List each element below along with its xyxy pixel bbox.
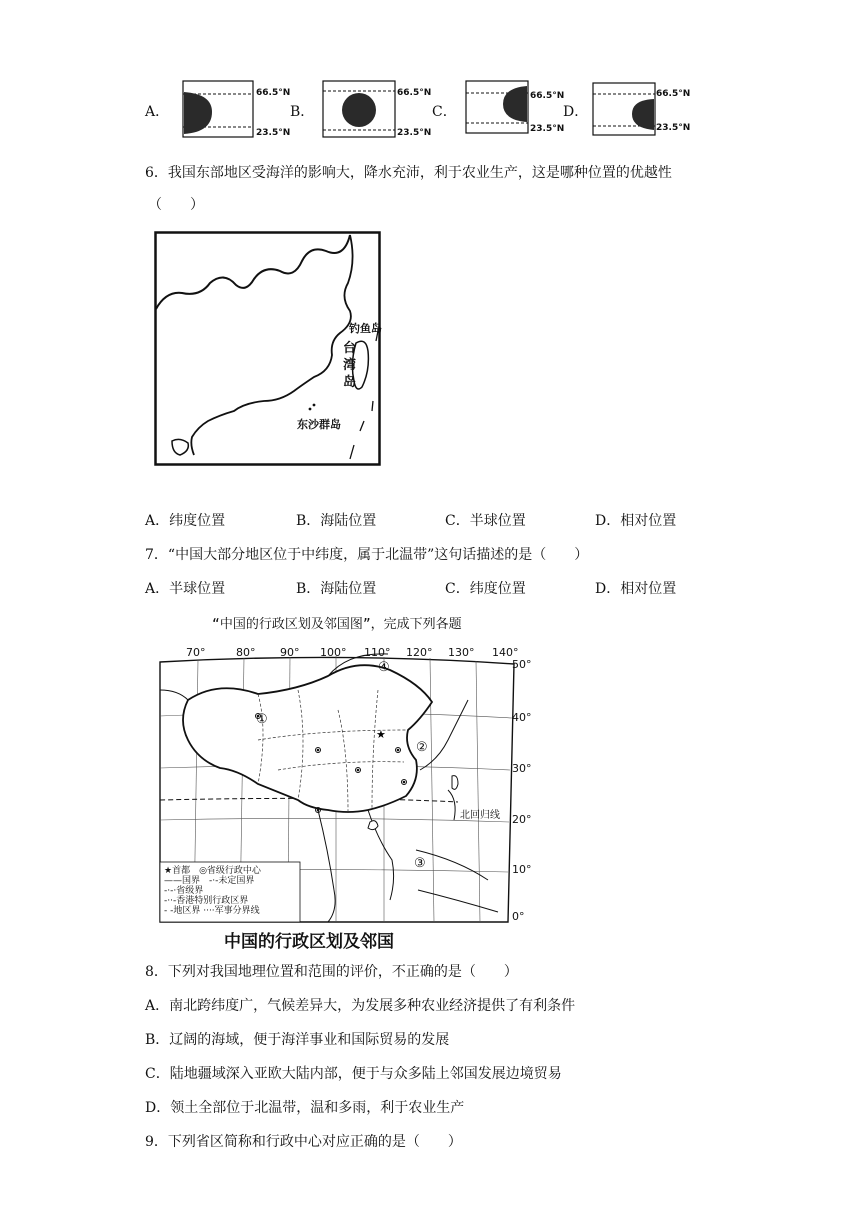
lat-label-50: 50°: [512, 658, 532, 671]
lat-low-label-d: 23.5°N: [656, 123, 691, 133]
diagram-option-c: [465, 80, 565, 146]
question-7-stem: 7．“中国大部分地区位于中纬度，属于北温带”这句话描述的是（ ）: [145, 547, 589, 563]
option-b-label: B．: [290, 104, 315, 120]
legend-line-1: ★首都 ◎省级行政中心: [164, 866, 261, 876]
lon-label-70: 70°: [186, 646, 206, 659]
q8-option-b: B．辽阔的海域，便于海洋事业和国际贸易的发展: [145, 1032, 450, 1048]
lon-label-100: 100°: [320, 646, 347, 659]
q6-option-d: D．相对位置: [595, 513, 677, 529]
q8-option-d: D．领土全部位于北温带，温和多雨，利于农业生产: [145, 1100, 465, 1116]
legend-line-3: -·-·省级界: [164, 886, 204, 896]
lat-label-20: 20°: [512, 813, 532, 826]
lon-label-80: 80°: [236, 646, 256, 659]
map-marker-3: ③: [414, 856, 426, 871]
lat-high-label-d: 66.5°N: [656, 89, 691, 99]
legend-line-4: -··-香港特别行政区界: [164, 896, 249, 906]
q7-option-c: C．纬度位置: [445, 581, 526, 597]
lat-label-10: 10°: [512, 863, 532, 876]
q6-option-c: C．半球位置: [445, 513, 526, 529]
admin-map-title: 中国的行政区划及邻国: [224, 932, 394, 952]
lat-low-label-b: 23.5°N: [397, 128, 432, 138]
option-d-label: D．: [563, 104, 589, 120]
lat-low-label-c: 23.5°N: [530, 124, 565, 134]
map-intro: “中国的行政区划及邻国图”，完成下列各题: [212, 617, 462, 632]
lat-label-30: 30°: [512, 762, 532, 775]
legend-line-5: - -地区界 ····军事分界线: [164, 906, 260, 916]
map-label-taiwan: 台湾岛: [343, 341, 357, 390]
q7-option-d: D．相对位置: [595, 581, 677, 597]
map-marker-2: ②: [416, 740, 428, 755]
question-6-stem: 6．我国东部地区受海洋的影响大，降水充沛，利于农业生产，这是哪种位置的优越性: [145, 165, 672, 181]
legend-line-2: ——国界 -·-未定国界: [164, 876, 255, 886]
lat-high-label-c: 66.5°N: [530, 91, 565, 101]
map-label-dongsha: 东沙群岛: [297, 418, 341, 431]
lat-low-label-a: 23.5°N: [256, 128, 291, 138]
tropic-of-cancer-label: 北回归线: [460, 810, 500, 821]
lat-label-40: 40°: [512, 711, 532, 724]
map-label-diaoyu: 钓鱼岛: [349, 322, 382, 335]
option-c-label: C．: [432, 104, 457, 120]
map-marker-4: ④: [378, 660, 390, 675]
q6-option-a: A．纬度位置: [145, 513, 226, 529]
lon-label-110: 110°: [364, 646, 391, 659]
lon-label-120: 120°: [406, 646, 433, 659]
map-marker-1: ①: [256, 712, 268, 727]
q7-option-b: B．海陆位置: [296, 581, 377, 597]
lon-label-140: 140°: [492, 646, 519, 659]
map-legend: [164, 866, 261, 916]
lat-high-label-b: 66.5°N: [397, 88, 432, 98]
lat-label-0: 0°: [512, 910, 525, 923]
question-6-paren: （ ）: [148, 197, 204, 213]
option-a-label: A．: [145, 104, 170, 120]
q8-option-c: C．陆地疆域深入亚欧大陆内部，便于与众多陆上邻国发展边境贸易: [145, 1066, 562, 1082]
lon-label-90: 90°: [280, 646, 300, 659]
lon-label-130: 130°: [448, 646, 475, 659]
lat-high-label-a: 66.5°N: [256, 88, 291, 98]
svg-text:★: ★: [376, 728, 386, 741]
question-9-stem: 9．下列省区简称和行政中心对应正确的是（ ）: [145, 1134, 462, 1150]
q6-option-b: B．海陆位置: [296, 513, 377, 529]
q7-option-a: A．半球位置: [145, 581, 226, 597]
question-8-stem: 8．下列对我国地理位置和范围的评价，不正确的是（ ）: [145, 964, 518, 980]
q8-option-a: A．南北跨纬度广，气候差异大，为发展多种农业经济提供了有利条件: [145, 998, 576, 1014]
